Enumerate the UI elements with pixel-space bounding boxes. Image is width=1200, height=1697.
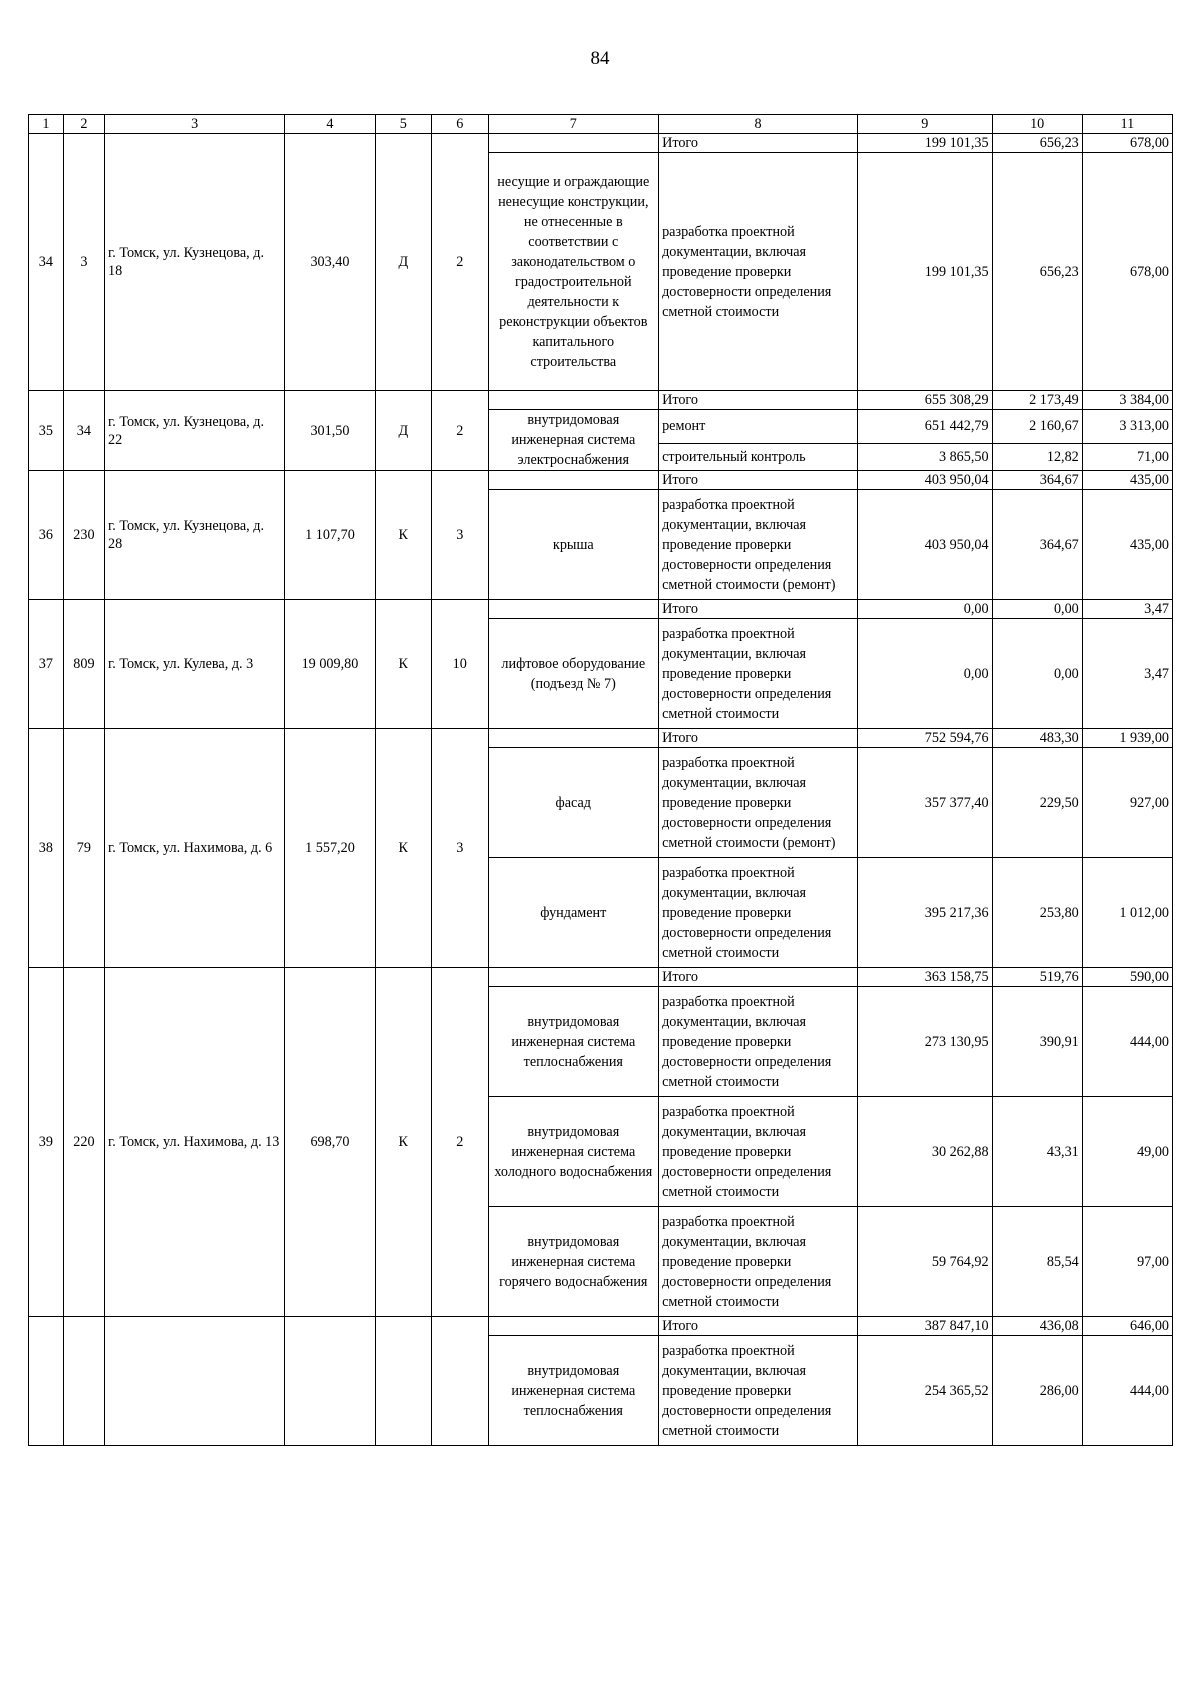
house-type: К (375, 729, 431, 968)
total-area: 19 009,80 (285, 600, 375, 729)
cost: 254 365,52 (857, 1336, 992, 1446)
itogo-unit-cost: 0,00 (992, 600, 1082, 619)
itogo-label: Итого (659, 134, 858, 153)
table-row (29, 391, 1173, 410)
limit: 435,00 (1082, 490, 1172, 600)
house-type-empty (375, 1317, 431, 1446)
house-code: 220 (63, 968, 104, 1317)
itogo-cost: 655 308,29 (857, 391, 992, 410)
itogo-limit: 590,00 (1082, 968, 1172, 987)
total-area-empty (285, 1317, 375, 1446)
floor-count-empty (432, 1317, 488, 1446)
work-type: разработка проектной документации, включая проведение проверки достоверности определения сметной стоимости (ремонт) (659, 748, 858, 858)
row-number: 35 (29, 391, 64, 471)
address: г. Томск, ул. Нахимова, д. 6 (105, 729, 285, 968)
total-area: 698,70 (285, 968, 375, 1317)
column-header: 3 (105, 115, 285, 134)
structural-element: несущие и ограждающие ненесущие конструкции, не отнесенные в соответствии с законодательством о градостроительной деятельности к реконструкции объектов капитального строительства (488, 153, 659, 391)
total-area: 1 557,20 (285, 729, 375, 968)
unit-cost: 286,00 (992, 1336, 1082, 1446)
house-code: 230 (63, 471, 104, 600)
structural-element: внутридомовая инженерная система горячего водоснабжения (488, 1207, 659, 1317)
structural-element: внутридомовая инженерная система холодного водоснабжения (488, 1097, 659, 1207)
capital-repair-table (28, 114, 1173, 1446)
itogo-limit: 678,00 (1082, 134, 1172, 153)
address: г. Томск, ул. Кулева, д. 3 (105, 600, 285, 729)
itogo-cost: 0,00 (857, 600, 992, 619)
house-type: К (375, 471, 431, 600)
row-number: 34 (29, 134, 64, 391)
column-header: 2 (63, 115, 104, 134)
cost: 59 764,92 (857, 1207, 992, 1317)
work-type: строительный контроль (659, 443, 858, 470)
unit-cost: 229,50 (992, 748, 1082, 858)
element-empty (488, 1317, 659, 1336)
house-type: К (375, 600, 431, 729)
cost: 651 442,79 (857, 410, 992, 444)
element-empty (488, 729, 659, 748)
limit: 444,00 (1082, 987, 1172, 1097)
unit-cost: 85,54 (992, 1207, 1082, 1317)
table-row (29, 134, 1173, 153)
column-header: 7 (488, 115, 659, 134)
cost: 0,00 (857, 619, 992, 729)
page-number: 84 (590, 48, 610, 69)
house-code: 34 (63, 391, 104, 471)
itogo-unit-cost: 2 173,49 (992, 391, 1082, 410)
unit-cost: 364,67 (992, 490, 1082, 600)
itogo-cost: 752 594,76 (857, 729, 992, 748)
row-number: 38 (29, 729, 64, 968)
address: г. Томск, ул. Нахимова, д. 13 (105, 968, 285, 1317)
total-area: 303,40 (285, 134, 375, 391)
house-code: 79 (63, 729, 104, 968)
work-type: разработка проектной документации, включая проведение проверки достоверности определения сметной стоимости (659, 858, 858, 968)
house-type: Д (375, 391, 431, 471)
element-empty (488, 391, 659, 410)
itogo-unit-cost: 483,30 (992, 729, 1082, 748)
limit: 97,00 (1082, 1207, 1172, 1317)
work-type: разработка проектной документации, включая проведение проверки достоверности определения сметной стоимости (659, 1336, 858, 1446)
unit-cost: 390,91 (992, 987, 1082, 1097)
element-empty (488, 134, 659, 153)
itogo-limit: 3 384,00 (1082, 391, 1172, 410)
limit: 3 313,00 (1082, 410, 1172, 444)
floor-count: 10 (432, 600, 488, 729)
address: г. Томск, ул. Кузнецова, д. 18 (105, 134, 285, 391)
address: г. Томск, ул. Кузнецова, д. 22 (105, 391, 285, 471)
itogo-label: Итого (659, 968, 858, 987)
column-header: 8 (659, 115, 858, 134)
address-empty (105, 1317, 285, 1446)
house-code: 3 (63, 134, 104, 391)
cost: 273 130,95 (857, 987, 992, 1097)
unit-cost: 12,82 (992, 443, 1082, 470)
itogo-limit: 1 939,00 (1082, 729, 1172, 748)
table-row (29, 968, 1173, 987)
structural-element: внутридомовая инженерная система теплоснабжения (488, 1336, 659, 1446)
itogo-cost: 363 158,75 (857, 968, 992, 987)
limit: 444,00 (1082, 1336, 1172, 1446)
element-empty (488, 600, 659, 619)
floor-count: 3 (432, 729, 488, 968)
itogo-limit: 435,00 (1082, 471, 1172, 490)
cost: 199 101,35 (857, 153, 992, 391)
itogo-unit-cost: 436,08 (992, 1317, 1082, 1336)
structural-element: внутридомовая инженерная система теплоснабжения (488, 987, 659, 1097)
row-number: 39 (29, 968, 64, 1317)
cost: 403 950,04 (857, 490, 992, 600)
itogo-cost: 387 847,10 (857, 1317, 992, 1336)
limit: 927,00 (1082, 748, 1172, 858)
work-type: ремонт (659, 410, 858, 444)
work-type: разработка проектной документации, включая проведение проверки достоверности определения сметной стоимости (659, 1207, 858, 1317)
house-type: К (375, 968, 431, 1317)
address: г. Томск, ул. Кузнецова, д. 28 (105, 471, 285, 600)
unit-cost: 2 160,67 (992, 410, 1082, 444)
limit: 3,47 (1082, 619, 1172, 729)
total-area: 1 107,70 (285, 471, 375, 600)
itogo-label: Итого (659, 471, 858, 490)
limit: 49,00 (1082, 1097, 1172, 1207)
column-header: 4 (285, 115, 375, 134)
row-number-empty (29, 1317, 64, 1446)
cost: 357 377,40 (857, 748, 992, 858)
table-row (29, 471, 1173, 490)
row-number: 37 (29, 600, 64, 729)
work-type: разработка проектной документации, включая проведение проверки достоверности определения сметной стоимости (659, 619, 858, 729)
itogo-unit-cost: 519,76 (992, 968, 1082, 987)
column-header: 1 (29, 115, 64, 134)
structural-element: внутридомовая инженерная система электроснабжения (488, 410, 659, 471)
cost: 30 262,88 (857, 1097, 992, 1207)
work-type: разработка проектной документации, включая проведение проверки достоверности определения сметной стоимости (ремонт) (659, 490, 858, 600)
column-number-row (29, 115, 1173, 134)
unit-cost: 0,00 (992, 619, 1082, 729)
itogo-label: Итого (659, 1317, 858, 1336)
structural-element: фасад (488, 748, 659, 858)
floor-count: 2 (432, 391, 488, 471)
structural-element: фундамент (488, 858, 659, 968)
itogo-label: Итого (659, 729, 858, 748)
row-number: 36 (29, 471, 64, 600)
itogo-cost: 403 950,04 (857, 471, 992, 490)
limit: 1 012,00 (1082, 858, 1172, 968)
limit: 71,00 (1082, 443, 1172, 470)
cost: 3 865,50 (857, 443, 992, 470)
column-header: 5 (375, 115, 431, 134)
total-area: 301,50 (285, 391, 375, 471)
element-empty (488, 471, 659, 490)
column-header: 11 (1082, 115, 1172, 134)
table-row (29, 1317, 1173, 1336)
floor-count: 3 (432, 471, 488, 600)
work-type: разработка проектной документации, включая проведение проверки достоверности определения сметной стоимости (659, 153, 858, 391)
itogo-cost: 199 101,35 (857, 134, 992, 153)
unit-cost: 43,31 (992, 1097, 1082, 1207)
floor-count: 2 (432, 134, 488, 391)
column-header: 10 (992, 115, 1082, 134)
column-header: 9 (857, 115, 992, 134)
work-type: разработка проектной документации, включая проведение проверки достоверности определения сметной стоимости (659, 987, 858, 1097)
table-row (29, 600, 1173, 619)
itogo-limit: 3,47 (1082, 600, 1172, 619)
column-header: 6 (432, 115, 488, 134)
itogo-unit-cost: 656,23 (992, 134, 1082, 153)
element-empty (488, 968, 659, 987)
house-type: Д (375, 134, 431, 391)
limit: 678,00 (1082, 153, 1172, 391)
unit-cost: 253,80 (992, 858, 1082, 968)
cost: 395 217,36 (857, 858, 992, 968)
itogo-label: Итого (659, 391, 858, 410)
floor-count: 2 (432, 968, 488, 1317)
house-code: 809 (63, 600, 104, 729)
house-code-empty (63, 1317, 104, 1446)
unit-cost: 656,23 (992, 153, 1082, 391)
structural-element: лифтовое оборудование (подъезд № 7) (488, 619, 659, 729)
itogo-limit: 646,00 (1082, 1317, 1172, 1336)
itogo-unit-cost: 364,67 (992, 471, 1082, 490)
work-type: разработка проектной документации, включая проведение проверки достоверности определения сметной стоимости (659, 1097, 858, 1207)
table-row (29, 729, 1173, 748)
structural-element: крыша (488, 490, 659, 600)
itogo-label: Итого (659, 600, 858, 619)
